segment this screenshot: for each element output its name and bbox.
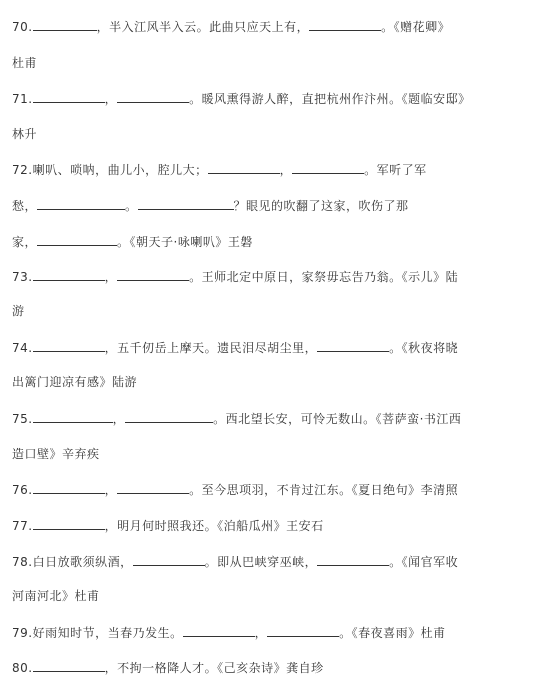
question-72: 72.喇叭、唢呐，曲儿小，腔儿大； ， 。军听了军 — [12, 163, 427, 177]
answer-blank[interactable] — [138, 197, 234, 210]
question-71: 71. ， 。暖风熏得游人醉，直把杭州作汴州。《题临安邸》 — [12, 92, 471, 106]
answer-blank[interactable] — [317, 553, 389, 566]
answer-blank[interactable] — [33, 18, 97, 31]
answer-blank[interactable] — [208, 161, 280, 174]
question-78: 78.白日放歌须纵酒， 。即从巴峡穿巫峡， 。《闻官军收 — [12, 555, 459, 569]
answer-blank[interactable] — [267, 624, 339, 637]
answer-blank[interactable] — [37, 233, 117, 246]
question-number: 74. — [12, 341, 33, 355]
answer-blank[interactable] — [317, 339, 389, 352]
question-70-author: 杜甫 — [12, 56, 38, 70]
question-73-author: 游 — [12, 304, 25, 318]
answer-blank[interactable] — [117, 268, 189, 281]
question-72-cont: 家， 。《朝天子·咏喇叭》王磐 — [12, 235, 253, 249]
question-71-author: 林升 — [12, 127, 38, 141]
answer-blank[interactable] — [33, 410, 113, 423]
question-74-author: 出篱门迎凉有感》陆游 — [12, 375, 138, 389]
question-73: 73. ， 。王师北定中原日，家祭毋忘告乃翁。《示儿》陆 — [12, 270, 459, 284]
answer-blank[interactable] — [125, 410, 213, 423]
question-number: 73. — [12, 270, 33, 284]
question-number: 76. — [12, 483, 33, 497]
question-80: 80. ，不拘一格降人才。《己亥杂诗》龚自珍 — [12, 661, 324, 675]
question-number: 77. — [12, 519, 33, 533]
question-76: 76. ， 。至今思项羽，不肯过江东。《夏日绝句》李清照 — [12, 483, 459, 497]
answer-blank[interactable] — [117, 90, 189, 103]
question-70: 70. ，半入江风半入云。此曲只应天上有， 。《赠花卿》 — [12, 20, 451, 34]
answer-blank[interactable] — [309, 18, 381, 31]
answer-blank[interactable] — [33, 481, 105, 494]
answer-blank[interactable] — [133, 553, 205, 566]
question-79: 79.好雨知时节，当春乃发生。 ， 。《春夜喜雨》杜甫 — [12, 626, 446, 640]
question-75: 75. ， 。西北望长安，可怜无数山。《菩萨蛮·书江西 — [12, 412, 462, 426]
question-77: 77. ，明月何时照我还。《泊船瓜州》王安石 — [12, 519, 324, 533]
answer-blank[interactable] — [33, 659, 105, 672]
answer-blank[interactable] — [33, 517, 105, 530]
answer-blank[interactable] — [33, 339, 105, 352]
answer-blank[interactable] — [117, 481, 189, 494]
answer-blank[interactable] — [33, 268, 105, 281]
question-78-author: 河南河北》杜甫 — [12, 589, 100, 603]
question-72-cont: 愁， 。 ？眼见的吹翻了这家，吹伤了那 — [12, 199, 409, 213]
answer-blank[interactable] — [33, 90, 105, 103]
question-number: 80. — [12, 661, 33, 675]
question-74: 74. ，五千仞岳上摩天。遗民泪尽胡尘里， 。《秋夜将晓 — [12, 341, 459, 355]
question-75-author: 造口壁》辛弃疾 — [12, 447, 100, 461]
question-number: 75. — [12, 412, 33, 426]
question-number: 70. — [12, 20, 33, 34]
question-number: 71. — [12, 92, 33, 106]
answer-blank[interactable] — [183, 624, 255, 637]
answer-blank[interactable] — [292, 161, 364, 174]
answer-blank[interactable] — [37, 197, 125, 210]
